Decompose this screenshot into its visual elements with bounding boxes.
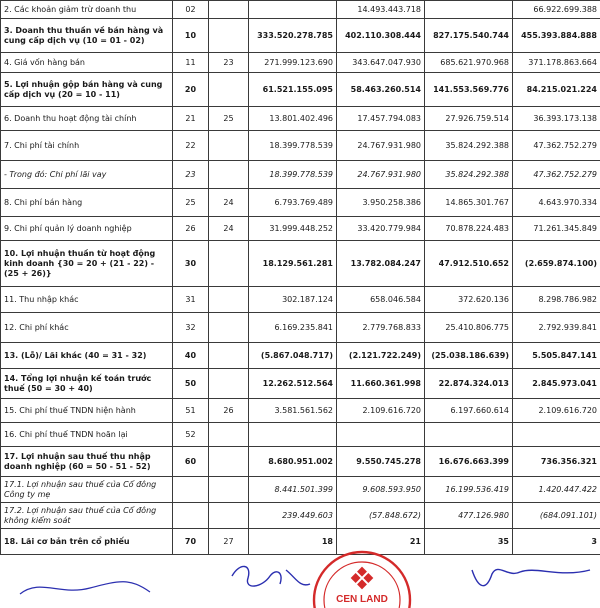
value-col-4: 371.178.863.664: [513, 53, 600, 73]
value-col-2: 11.660.361.998: [337, 369, 425, 399]
row-note: 23: [209, 53, 249, 73]
table-row: [1, 313, 600, 343]
table-row: [1, 131, 600, 161]
signature-left: [20, 582, 150, 594]
value-col-3: 14.865.301.767: [425, 189, 513, 217]
row-label: 12. Chi phí khác: [1, 313, 173, 343]
value-col-1: 18.399.778.539: [249, 161, 337, 189]
value-col-3: 141.553.569.776: [425, 73, 513, 107]
value-col-2: (57.848.672): [337, 503, 425, 529]
row-code: [173, 477, 209, 503]
value-col-3: 477.126.980: [425, 503, 513, 529]
value-col-3: 70.878.224.483: [425, 217, 513, 241]
value-col-2: 13.782.084.247: [337, 241, 425, 287]
value-col-1: 302.187.124: [249, 287, 337, 313]
value-col-3: 47.912.510.652: [425, 241, 513, 287]
value-col-2: 402.110.308.444: [337, 19, 425, 53]
table-row: [1, 161, 600, 189]
value-col-3: 6.197.660.614: [425, 399, 513, 423]
row-label: 17.2. Lợi nhuận sau thuế của Cổ đông không kiểm soát: [1, 503, 173, 529]
row-label: 13. (Lỗ)/ Lãi khác (40 = 31 - 32): [1, 343, 173, 369]
value-col-2: 9.608.593.950: [337, 477, 425, 503]
value-col-1: 8.680.951.002: [249, 447, 337, 477]
value-col-1: 239.449.603: [249, 503, 337, 529]
value-col-3: (25.038.186.639): [425, 343, 513, 369]
value-col-2: 21: [337, 529, 425, 555]
table-row: [1, 19, 600, 53]
value-col-1: 31.999.448.252: [249, 217, 337, 241]
value-col-1: 6.169.235.841: [249, 313, 337, 343]
value-col-3: 685.621.970.968: [425, 53, 513, 73]
row-code: 25: [173, 189, 209, 217]
value-col-4: 4.643.970.334: [513, 189, 600, 217]
value-col-2: 2.779.768.833: [337, 313, 425, 343]
row-label: 10. Lợi nhuận thuần từ hoạt động kinh doanh {30 = 20 + (21 - 22) - (25 + 26)}: [1, 241, 173, 287]
value-col-2: 2.109.616.720: [337, 399, 425, 423]
value-col-4: 84.215.021.224: [513, 73, 600, 107]
value-col-3: 25.410.806.775: [425, 313, 513, 343]
row-code: 22: [173, 131, 209, 161]
row-label: - Trong đó: Chi phí lãi vay: [1, 161, 173, 189]
row-note: [209, 369, 249, 399]
value-col-1: 61.521.155.095: [249, 73, 337, 107]
value-col-4: [513, 423, 600, 447]
row-label: 7. Chi phí tài chính: [1, 131, 173, 161]
row-code: 60: [173, 447, 209, 477]
value-col-4: 47.362.752.279: [513, 161, 600, 189]
row-note: [209, 477, 249, 503]
value-col-2: 14.493.443.718: [337, 1, 425, 19]
row-code: 21: [173, 107, 209, 131]
value-col-2: 17.457.794.083: [337, 107, 425, 131]
value-col-1: 18.129.561.281: [249, 241, 337, 287]
table-row: [1, 107, 600, 131]
row-note: 24: [209, 217, 249, 241]
value-col-3: 372.620.136: [425, 287, 513, 313]
value-col-4: 2.109.616.720: [513, 399, 600, 423]
row-note: 26: [209, 399, 249, 423]
value-col-4: 2.792.939.841: [513, 313, 600, 343]
row-label: 17.1. Lợi nhuận sau thuế của Cổ đông Công ty mẹ: [1, 477, 173, 503]
value-col-1: 18: [249, 529, 337, 555]
statement-rows: [1, 1, 600, 555]
signature-right: [472, 569, 590, 585]
row-note: 25: [209, 107, 249, 131]
value-col-2: 9.550.745.278: [337, 447, 425, 477]
value-col-2: 33.420.779.984: [337, 217, 425, 241]
value-col-2: 343.647.047.930: [337, 53, 425, 73]
row-code: 51: [173, 399, 209, 423]
value-col-3: [425, 1, 513, 19]
value-col-4: 2.845.973.041: [513, 369, 600, 399]
row-note: [209, 313, 249, 343]
row-note: [209, 19, 249, 53]
row-code: 32: [173, 313, 209, 343]
value-col-2: [337, 423, 425, 447]
value-col-1: [249, 423, 337, 447]
value-col-3: 35: [425, 529, 513, 555]
row-code: 70: [173, 529, 209, 555]
value-col-1: 13.801.402.496: [249, 107, 337, 131]
table-row: [1, 189, 600, 217]
value-col-1: 3.581.561.562: [249, 399, 337, 423]
row-note: [209, 503, 249, 529]
value-col-4: 1.420.447.422: [513, 477, 600, 503]
row-label: 6. Doanh thu hoạt động tài chính: [1, 107, 173, 131]
value-col-3: 35.824.292.388: [425, 161, 513, 189]
row-label: 17. Lợi nhuận sau thuế thu nhập doanh nghiệp (60 = 50 - 51 - 52): [1, 447, 173, 477]
value-col-4: (684.091.101): [513, 503, 600, 529]
seal-brand: CEN LAND: [336, 594, 388, 605]
value-col-2: 658.046.584: [337, 287, 425, 313]
row-code: 50: [173, 369, 209, 399]
row-note: [209, 241, 249, 287]
row-label: 3. Doanh thu thuần về bán hàng và cung cấp dịch vụ (10 = 01 - 02): [1, 19, 173, 53]
value-col-4: 3: [513, 529, 600, 555]
row-code: 40: [173, 343, 209, 369]
table-row: [1, 369, 600, 399]
row-note: [209, 447, 249, 477]
row-code: 11: [173, 53, 209, 73]
row-label: 16. Chi phí thuế TNDN hoãn lại: [1, 423, 173, 447]
row-code: 31: [173, 287, 209, 313]
row-note: [209, 1, 249, 19]
row-label: 15. Chi phí thuế TNDN hiện hành: [1, 399, 173, 423]
value-col-1: 12.262.512.564: [249, 369, 337, 399]
row-code: 10: [173, 19, 209, 53]
row-note: [209, 73, 249, 107]
value-col-4: 8.298.786.982: [513, 287, 600, 313]
row-code: 52: [173, 423, 209, 447]
row-note: [209, 343, 249, 369]
value-col-1: 8.441.501.399: [249, 477, 337, 503]
value-col-1: 333.520.278.785: [249, 19, 337, 53]
row-note: [209, 423, 249, 447]
table-row: [1, 477, 600, 503]
value-col-4: 455.393.884.888: [513, 19, 600, 53]
row-note: [209, 287, 249, 313]
value-col-2: 58.463.260.514: [337, 73, 425, 107]
seal-logo: [351, 567, 374, 590]
row-note: 27: [209, 529, 249, 555]
row-label: 9. Chi phí quản lý doanh nghiệp: [1, 217, 173, 241]
signature-middle: [232, 566, 310, 586]
value-col-1: (5.867.048.717): [249, 343, 337, 369]
value-col-1: 271.999.123.690: [249, 53, 337, 73]
value-col-4: 47.362.752.279: [513, 131, 600, 161]
row-code: 02: [173, 1, 209, 19]
value-col-4: 66.922.699.388: [513, 1, 600, 19]
table-row: [1, 241, 600, 287]
table-row: [1, 447, 600, 477]
value-col-2: 24.767.931.980: [337, 131, 425, 161]
value-col-4: 5.505.847.141: [513, 343, 600, 369]
row-label: 11. Thu nhập khác: [1, 287, 173, 313]
value-col-3: 827.175.540.744: [425, 19, 513, 53]
value-col-4: 71.261.345.849: [513, 217, 600, 241]
row-label: 4. Giá vốn hàng bán: [1, 53, 173, 73]
value-col-2: 24.767.931.980: [337, 161, 425, 189]
value-col-1: [249, 1, 337, 19]
value-col-3: 27.926.759.514: [425, 107, 513, 131]
table-row: [1, 73, 600, 107]
table-row: [1, 217, 600, 241]
row-code: [173, 503, 209, 529]
table-row: [1, 53, 600, 73]
table-row: [1, 1, 600, 19]
row-label: 18. Lãi cơ bản trên cổ phiếu: [1, 529, 173, 555]
company-seal: [300, 548, 425, 608]
row-label: 14. Tổng lợi nhuận kế toán trước thuế (50 = 30 + 40): [1, 369, 173, 399]
row-note: [209, 161, 249, 189]
value-col-4: 736.356.321: [513, 447, 600, 477]
value-col-2: 3.950.258.386: [337, 189, 425, 217]
table-row: [1, 399, 600, 423]
table-row: [1, 503, 600, 529]
value-col-4: (2.659.874.100): [513, 241, 600, 287]
value-col-3: 22.874.324.013: [425, 369, 513, 399]
row-note: 24: [209, 189, 249, 217]
value-col-1: 6.793.769.489: [249, 189, 337, 217]
row-code: 20: [173, 73, 209, 107]
row-label: 8. Chi phí bán hàng: [1, 189, 173, 217]
table-row: [1, 287, 600, 313]
row-code: 23: [173, 161, 209, 189]
value-col-3: 16.676.663.399: [425, 447, 513, 477]
table-row: [1, 343, 600, 369]
value-col-1: 18.399.778.539: [249, 131, 337, 161]
value-col-3: 16.199.536.419: [425, 477, 513, 503]
row-label: 2. Các khoản giảm trừ doanh thu: [1, 1, 173, 19]
row-note: [209, 131, 249, 161]
row-code: 30: [173, 241, 209, 287]
value-col-4: 36.393.173.138: [513, 107, 600, 131]
row-label: 5. Lợi nhuận gộp bán hàng và cung cấp dịch vụ (20 = 10 - 11): [1, 73, 173, 107]
row-code: 26: [173, 217, 209, 241]
value-col-2: (2.121.722.249): [337, 343, 425, 369]
value-col-3: 35.824.292.388: [425, 131, 513, 161]
table-row: [1, 423, 600, 447]
value-col-3: [425, 423, 513, 447]
